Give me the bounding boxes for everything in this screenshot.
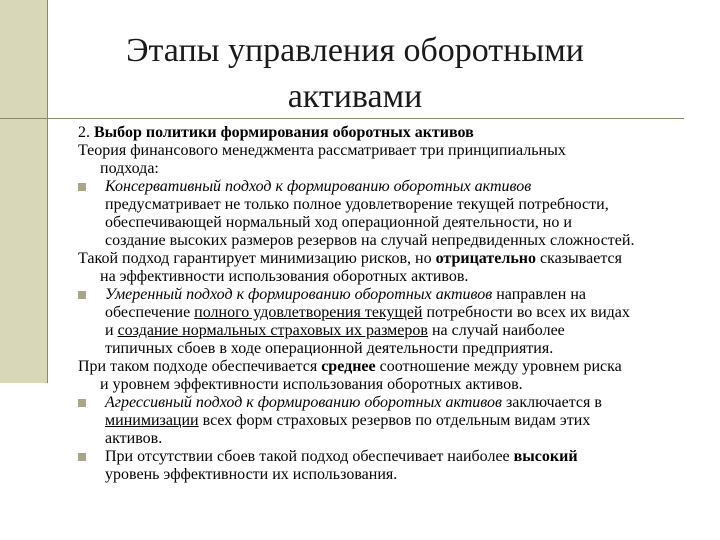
intro-line2: подхода: <box>100 160 159 177</box>
bullet-aggressive-l2-underlined: минимизации <box>105 412 199 429</box>
para2-bold: среднее <box>321 358 376 375</box>
bullet-moderate-l2-pre: обеспечение <box>105 304 195 321</box>
square-bullet-icon <box>78 291 86 299</box>
decorative-side-line <box>47 0 48 383</box>
para2-text: При таком подходе обеспечивается <box>78 358 322 375</box>
bullet-conservative <box>78 178 703 250</box>
square-bullet-icon <box>78 399 86 407</box>
bullet-moderate-l3-pre: и <box>105 322 118 339</box>
bullet-conservative-line3: обеспечивающей нормальный ход операционной деятельности, но и <box>105 214 572 231</box>
para1-text-post: сказывается <box>536 250 622 267</box>
intro-paragraph <box>78 142 703 178</box>
bullet-no-failures-bold: высокий <box>513 448 578 465</box>
para1-line2: на эффективности использования оборотных активов. <box>100 268 469 285</box>
para2-text-post: соотношение между уровнем риска <box>375 358 622 375</box>
square-bullet-icon <box>78 453 86 461</box>
bullet-aggressive <box>78 394 703 448</box>
bullet-conservative-line2: предусматривает не только полное удовлетворение текущей потребности, <box>105 196 609 213</box>
bullet-no-failures <box>78 448 703 484</box>
paragraph-balance <box>78 358 703 394</box>
para1-bold: отрицательно <box>435 250 536 267</box>
intro-line1: Теория финансового менеджмента рассматривает три принципиальных <box>78 142 566 159</box>
bullet-moderate-l2-post: потребности во всех их видах <box>422 304 630 321</box>
bullet-moderate-l3-post: на случай наиболее <box>427 322 565 339</box>
bullet-aggressive-line3: активов. <box>105 430 163 447</box>
bullet-conservative-line4: создание высоких размеров резервов на случай непредвиденных сложностей. <box>105 232 635 249</box>
bullet-moderate <box>78 286 703 358</box>
bullet-aggressive-l2-post: всех форм страховых резервов по отдельным видам этих <box>198 412 591 429</box>
bullet-moderate-post: направлен на <box>492 286 587 303</box>
bullet-aggressive-post: заключается в <box>501 394 602 411</box>
paragraph-risk-minimization <box>78 250 703 286</box>
para1-text: Такой подход гарантирует минимизацию рисков, но <box>78 250 436 267</box>
section-number: 2. <box>78 124 94 141</box>
slide-title-line1: Этапы управления оборотными <box>126 32 584 69</box>
bullet-aggressive-heading: Агрессивный подход к формированию оборотных активов <box>105 394 502 411</box>
bullet-moderate-line4: типичных сбоев в ходе операционной деятельности предприятия. <box>105 340 554 357</box>
para2-line2: и уровнем эффективности использования оборотных активов. <box>100 376 523 393</box>
slide-body <box>78 124 703 484</box>
section-heading-text: Выбор политики формирования оборотных активов <box>94 124 474 141</box>
square-bullet-icon <box>78 183 86 191</box>
slide-title-line2: активами <box>287 78 423 115</box>
decorative-side-bar <box>0 0 47 383</box>
bullet-conservative-heading: Консервативный подход к формированию оборотных активов <box>105 178 532 195</box>
bullet-moderate-l3-underlined: создание нормальных страховых их размеров <box>117 322 428 339</box>
section-heading <box>78 124 703 142</box>
bullet-moderate-heading: Умеренный подход к формированию оборотных активов <box>105 286 493 303</box>
bullet-no-failures-text: При отсутствии сбоев такой подход обеспечивает наиболее <box>105 448 514 465</box>
bullet-moderate-l2-underlined: полного удовлетворения текущей <box>194 304 423 321</box>
slide-title <box>60 28 650 120</box>
bullet-no-failures-line2: уровень эффективности их использования. <box>105 466 398 483</box>
